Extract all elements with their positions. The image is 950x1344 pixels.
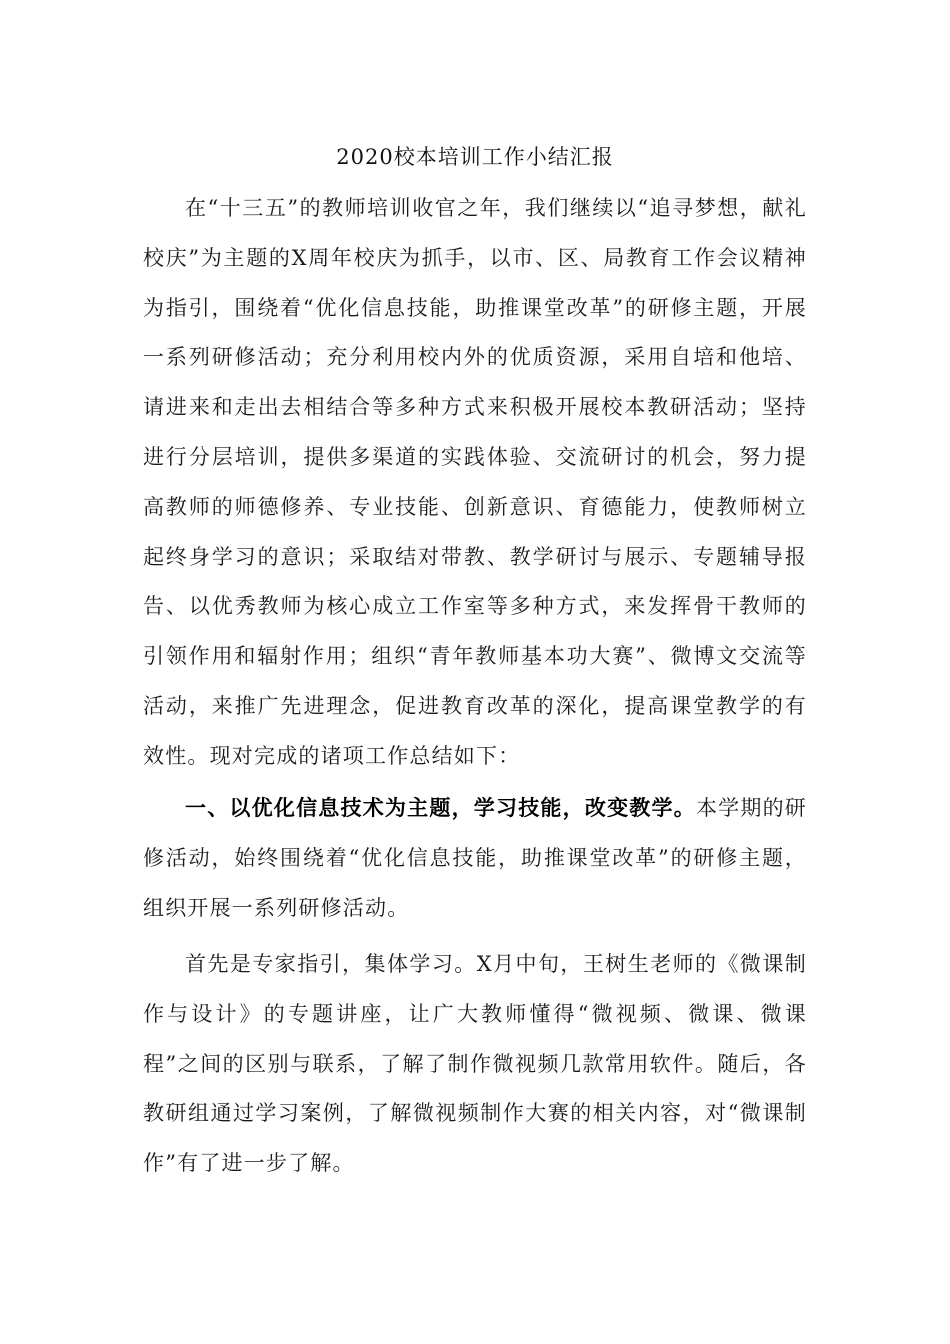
paragraph-expert-guidance: 首先是专家指引，集体学习。X月中旬，王树生老师的《微课制作与设计》的专题讲座，让广大教师懂得“微视频、微课、微课程”之间的区别与联系，了解了制作微视频几款常用软件。随后，各教研组通过学习案例，了解微视频制作大赛的相关内容，对“微课制作”有了进一步了解。	[143, 952, 807, 1176]
section-body-text: 本学期的研修活动，始终围绕着“优化信息技能，助推课堂改革”的研修主题，组织开展一系列研修活动。	[143, 796, 807, 920]
paragraph-section-one	[143, 783, 807, 933]
document-title: 2020校本培训工作小结汇报	[336, 145, 614, 169]
section-heading: 一、以优化信息技术为主题，学习技能，改变教学。	[185, 795, 696, 820]
paragraph-intro: 在“十三五”的教师培训收官之年，我们继续以“追寻梦想，献礼校庆”为主题的X周年校庆为抓手，以市、区、局教育工作会议精神为指引，围绕着“优化信息技能，助推课堂改革”的研修主题，开展一系列研修活动；充分利用校内外的优质资源，采用自培和他培、请进来和走出去相结合等多种方式来积极开展校本教研活动；坚持进行分层培训，提供多渠道的实践体验、交流研讨的机会，努力提高教师的师德修养、专业技能、创新意识、育德能力，使教师树立起终身学习的意识；采取结对带教、教学研讨与展示、专题辅导报告、以优秀教师为核心成立工作室等多种方式，来发挥骨干教师的引领作用和辐射作用；组织“青年教师基本功大赛”、微博文交流等活动，来推广先进理念，促进教育改革的深化，提高课堂教学的有效性。现对完成的诸项工作总结如下：	[143, 196, 807, 768]
